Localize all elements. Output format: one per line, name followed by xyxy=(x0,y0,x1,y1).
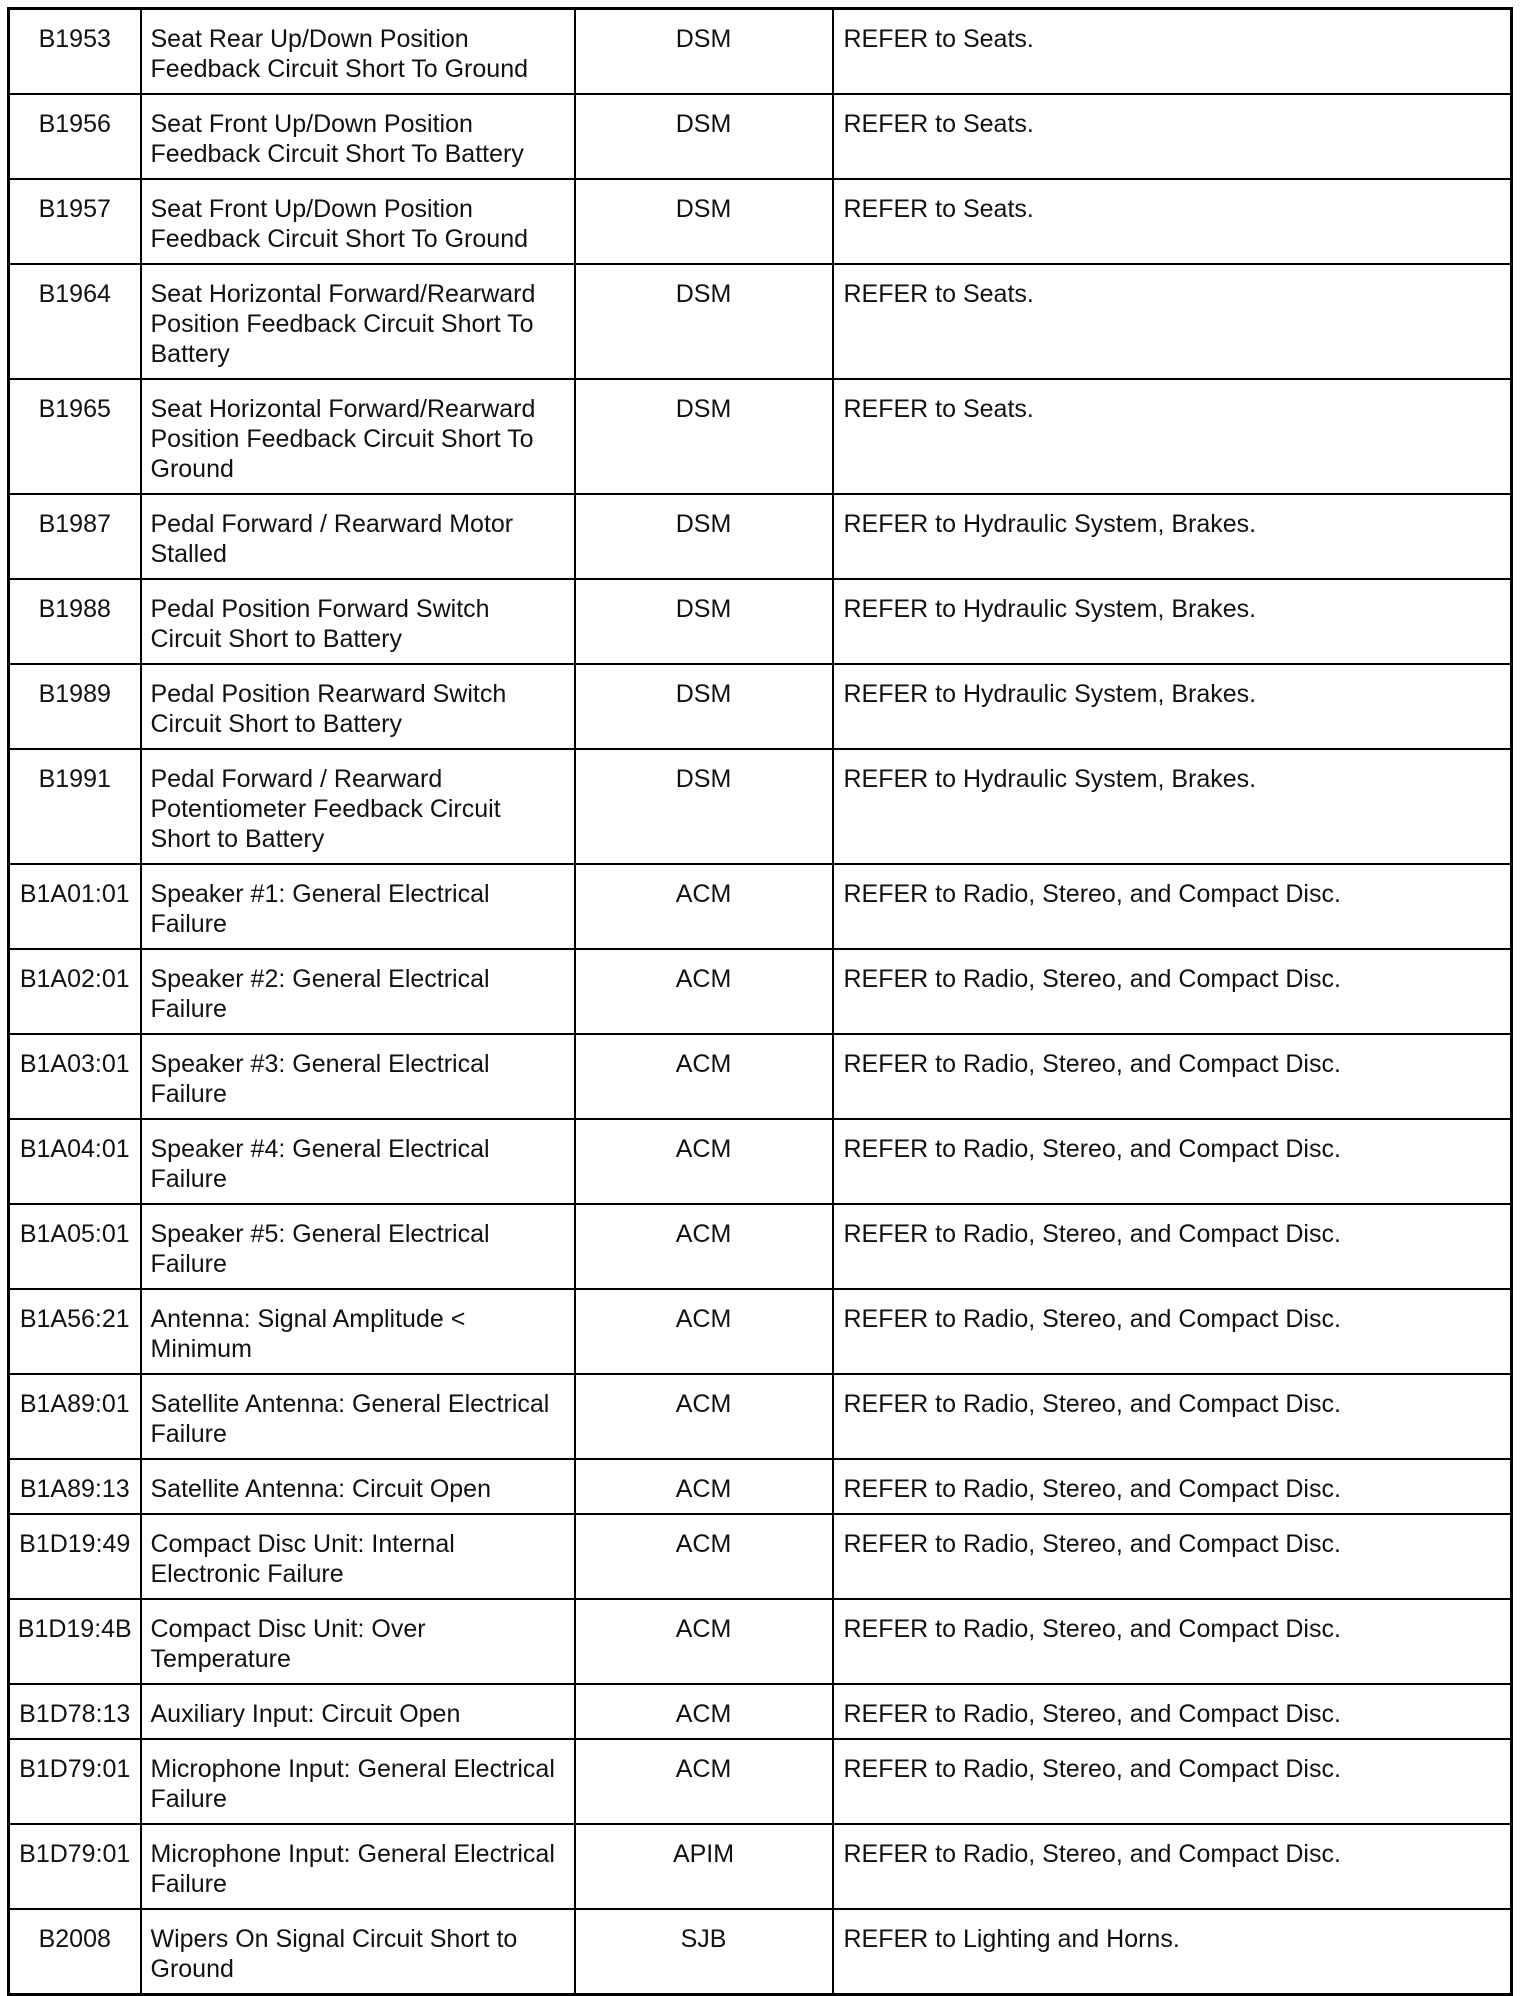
dtc-code-cell: B1D79:01 xyxy=(9,1824,141,1909)
table-row xyxy=(9,664,1512,749)
dtc-action-cell: REFER to Radio, Stereo, and Compact Disc. xyxy=(833,1289,1512,1374)
dtc-module-cell: DSM xyxy=(575,264,833,379)
table-row xyxy=(9,94,1512,179)
dtc-action-cell: REFER to Radio, Stereo, and Compact Disc. xyxy=(833,1824,1512,1909)
dtc-module-cell: ACM xyxy=(575,1684,833,1739)
dtc-action-cell: REFER to Hydraulic System, Brakes. xyxy=(833,664,1512,749)
dtc-table xyxy=(7,7,1513,1996)
dtc-action-cell: REFER to Radio, Stereo, and Compact Disc. xyxy=(833,1204,1512,1289)
dtc-module-cell: ACM xyxy=(575,864,833,949)
dtc-description-cell: Speaker #4: General Electrical Failure xyxy=(141,1119,575,1204)
table-row xyxy=(9,1204,1512,1289)
dtc-module-cell: DSM xyxy=(575,379,833,494)
dtc-code-cell: B1953 xyxy=(9,9,141,95)
dtc-module-cell: ACM xyxy=(575,1034,833,1119)
dtc-description-cell: Seat Horizontal Forward/Rearward Position Feedback Circuit Short To Ground xyxy=(141,379,575,494)
dtc-description-cell: Pedal Forward / Rearward Motor Stalled xyxy=(141,494,575,579)
dtc-table-body xyxy=(9,9,1512,1995)
dtc-code-cell: B1957 xyxy=(9,179,141,264)
dtc-module-cell: SJB xyxy=(575,1909,833,1995)
table-row xyxy=(9,1034,1512,1119)
dtc-action-cell: REFER to Radio, Stereo, and Compact Disc. xyxy=(833,1374,1512,1459)
dtc-description-cell: Satellite Antenna: General Electrical Failure xyxy=(141,1374,575,1459)
dtc-action-cell: REFER to Hydraulic System, Brakes. xyxy=(833,494,1512,579)
dtc-action-cell: REFER to Radio, Stereo, and Compact Disc. xyxy=(833,1119,1512,1204)
dtc-code-cell: B1D19:4B xyxy=(9,1599,141,1684)
dtc-module-cell: APIM xyxy=(575,1824,833,1909)
dtc-action-cell: REFER to Seats. xyxy=(833,9,1512,95)
dtc-module-cell: ACM xyxy=(575,1119,833,1204)
table-row xyxy=(9,264,1512,379)
dtc-code-cell: B1987 xyxy=(9,494,141,579)
dtc-module-cell: DSM xyxy=(575,179,833,264)
dtc-description-cell: Speaker #3: General Electrical Failure xyxy=(141,1034,575,1119)
table-row xyxy=(9,179,1512,264)
dtc-action-cell: REFER to Radio, Stereo, and Compact Disc. xyxy=(833,1459,1512,1514)
dtc-action-cell: REFER to Radio, Stereo, and Compact Disc. xyxy=(833,1739,1512,1824)
dtc-code-cell: B1A05:01 xyxy=(9,1204,141,1289)
dtc-action-cell: REFER to Radio, Stereo, and Compact Disc. xyxy=(833,1684,1512,1739)
dtc-description-cell: Compact Disc Unit: Over Temperature xyxy=(141,1599,575,1684)
dtc-module-cell: DSM xyxy=(575,94,833,179)
dtc-module-cell: DSM xyxy=(575,749,833,864)
dtc-description-cell: Pedal Forward / Rearward Potentiometer Feedback Circuit Short to Battery xyxy=(141,749,575,864)
dtc-module-cell: DSM xyxy=(575,494,833,579)
dtc-action-cell: REFER to Seats. xyxy=(833,379,1512,494)
table-row xyxy=(9,864,1512,949)
dtc-module-cell: ACM xyxy=(575,1459,833,1514)
table-row xyxy=(9,949,1512,1034)
dtc-action-cell: REFER to Seats. xyxy=(833,264,1512,379)
dtc-description-cell: Satellite Antenna: Circuit Open xyxy=(141,1459,575,1514)
dtc-description-cell: Compact Disc Unit: Internal Electronic Failure xyxy=(141,1514,575,1599)
dtc-code-cell: B1A03:01 xyxy=(9,1034,141,1119)
dtc-description-cell: Pedal Position Forward Switch Circuit Short to Battery xyxy=(141,579,575,664)
dtc-description-cell: Seat Front Up/Down Position Feedback Circuit Short To Ground xyxy=(141,179,575,264)
dtc-code-cell: B1A01:01 xyxy=(9,864,141,949)
dtc-module-cell: ACM xyxy=(575,1204,833,1289)
dtc-action-cell: REFER to Hydraulic System, Brakes. xyxy=(833,579,1512,664)
table-row xyxy=(9,9,1512,95)
table-row xyxy=(9,1514,1512,1599)
dtc-description-cell: Wipers On Signal Circuit Short to Ground xyxy=(141,1909,575,1995)
table-row xyxy=(9,1289,1512,1374)
table-row xyxy=(9,579,1512,664)
dtc-description-cell: Seat Rear Up/Down Position Feedback Circuit Short To Ground xyxy=(141,9,575,95)
dtc-action-cell: REFER to Hydraulic System, Brakes. xyxy=(833,749,1512,864)
dtc-description-cell: Microphone Input: General Electrical Failure xyxy=(141,1824,575,1909)
table-row xyxy=(9,1374,1512,1459)
dtc-code-cell: B1964 xyxy=(9,264,141,379)
dtc-description-cell: Speaker #1: General Electrical Failure xyxy=(141,864,575,949)
dtc-code-cell: B1989 xyxy=(9,664,141,749)
table-row xyxy=(9,1739,1512,1824)
dtc-module-cell: ACM xyxy=(575,1739,833,1824)
dtc-code-cell: B1991 xyxy=(9,749,141,864)
dtc-action-cell: REFER to Radio, Stereo, and Compact Disc. xyxy=(833,1599,1512,1684)
table-row xyxy=(9,1684,1512,1739)
dtc-code-cell: B1A89:13 xyxy=(9,1459,141,1514)
table-row xyxy=(9,1119,1512,1204)
dtc-description-cell: Auxiliary Input: Circuit Open xyxy=(141,1684,575,1739)
dtc-code-cell: B1965 xyxy=(9,379,141,494)
dtc-code-cell: B1D78:13 xyxy=(9,1684,141,1739)
dtc-code-cell: B1A56:21 xyxy=(9,1289,141,1374)
dtc-code-cell: B1D79:01 xyxy=(9,1739,141,1824)
dtc-module-cell: DSM xyxy=(575,579,833,664)
dtc-action-cell: REFER to Seats. xyxy=(833,179,1512,264)
dtc-module-cell: ACM xyxy=(575,1289,833,1374)
table-row xyxy=(9,749,1512,864)
dtc-code-cell: B1988 xyxy=(9,579,141,664)
dtc-action-cell: REFER to Seats. xyxy=(833,94,1512,179)
dtc-action-cell: REFER to Radio, Stereo, and Compact Disc. xyxy=(833,1034,1512,1119)
dtc-action-cell: REFER to Radio, Stereo, and Compact Disc. xyxy=(833,949,1512,1034)
table-row xyxy=(9,1824,1512,1909)
dtc-code-cell: B1A04:01 xyxy=(9,1119,141,1204)
table-row xyxy=(9,1909,1512,1995)
dtc-code-cell: B1A02:01 xyxy=(9,949,141,1034)
dtc-module-cell: ACM xyxy=(575,1374,833,1459)
table-row xyxy=(9,1599,1512,1684)
dtc-description-cell: Microphone Input: General Electrical Failure xyxy=(141,1739,575,1824)
dtc-description-cell: Pedal Position Rearward Switch Circuit Short to Battery xyxy=(141,664,575,749)
dtc-description-cell: Speaker #5: General Electrical Failure xyxy=(141,1204,575,1289)
dtc-action-cell: REFER to Radio, Stereo, and Compact Disc. xyxy=(833,864,1512,949)
dtc-code-cell: B1A89:01 xyxy=(9,1374,141,1459)
dtc-code-cell: B2008 xyxy=(9,1909,141,1995)
dtc-module-cell: ACM xyxy=(575,949,833,1034)
table-row xyxy=(9,494,1512,579)
dtc-description-cell: Seat Horizontal Forward/Rearward Position Feedback Circuit Short To Battery xyxy=(141,264,575,379)
table-row xyxy=(9,379,1512,494)
dtc-module-cell: ACM xyxy=(575,1514,833,1599)
dtc-code-cell: B1D19:49 xyxy=(9,1514,141,1599)
dtc-action-cell: REFER to Lighting and Horns. xyxy=(833,1909,1512,1995)
dtc-module-cell: ACM xyxy=(575,1599,833,1684)
dtc-module-cell: DSM xyxy=(575,9,833,95)
dtc-code-cell: B1956 xyxy=(9,94,141,179)
dtc-description-cell: Speaker #2: General Electrical Failure xyxy=(141,949,575,1034)
table-row xyxy=(9,1459,1512,1514)
dtc-description-cell: Antenna: Signal Amplitude < Minimum xyxy=(141,1289,575,1374)
dtc-action-cell: REFER to Radio, Stereo, and Compact Disc. xyxy=(833,1514,1512,1599)
dtc-module-cell: DSM xyxy=(575,664,833,749)
dtc-description-cell: Seat Front Up/Down Position Feedback Circuit Short To Battery xyxy=(141,94,575,179)
